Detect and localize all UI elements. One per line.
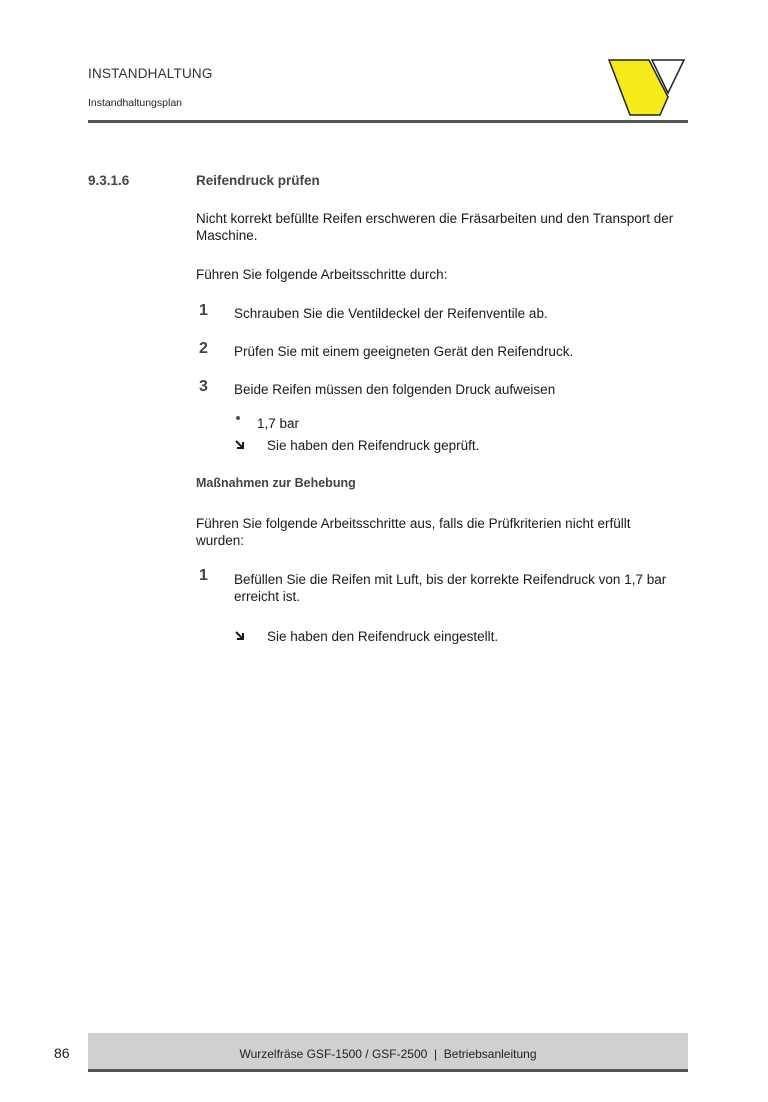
steps-lead: Führen Sie folgende Arbeitsschritte durch: bbox=[196, 267, 448, 282]
step-text: Befüllen Sie die Reifen mit Luft, bis der korrekte Reifendruck von 1,7 bar erreicht ist. bbox=[234, 572, 667, 604]
header-divider bbox=[88, 120, 688, 123]
step-number: 1 bbox=[199, 567, 208, 584]
step-number: 3 bbox=[199, 378, 208, 395]
measures-heading: Maßnahmen zur Behebung bbox=[196, 476, 356, 490]
result-text: Sie haben den Reifendruck geprüft. bbox=[267, 438, 480, 453]
company-logo bbox=[606, 57, 686, 117]
intro-paragraph: Nicht korrekt befüllte Reifen erschweren die Fräsarbeiten und den Transport der Maschine. bbox=[196, 211, 674, 243]
step-number: 1 bbox=[199, 302, 208, 319]
section-number: 9.3.1.6 bbox=[88, 173, 130, 188]
page-number: 86 bbox=[54, 1045, 70, 1061]
step-number: 2 bbox=[199, 340, 208, 357]
chapter-title: INSTANDHALTUNG bbox=[88, 66, 213, 81]
footer-title: Wurzelfräse GSF-1500 / GSF-2500 | Betriebsanleitung bbox=[239, 1047, 537, 1061]
step-text: Prüfen Sie mit einem geeigneten Gerät den Reifendruck. bbox=[234, 344, 574, 359]
result-text: Sie haben den Reifendruck eingestellt. bbox=[267, 629, 499, 644]
result-arrow-icon bbox=[235, 440, 245, 450]
bullet-dot-icon bbox=[236, 416, 240, 420]
step-text: Beide Reifen müssen den folgenden Druck aufweisen bbox=[234, 382, 556, 397]
chapter-subtitle: Instandhaltungsplan bbox=[88, 97, 182, 109]
section-title: Reifendruck prüfen bbox=[196, 173, 320, 188]
measures-lead: Führen Sie folgende Arbeitsschritte aus, falls die Prüfkriterien nicht erfüllt wurden: bbox=[196, 516, 631, 548]
pressure-value: 1,7 bar bbox=[257, 416, 300, 431]
step-text: Schrauben Sie die Ventildeckel der Reifenventile ab. bbox=[234, 306, 548, 321]
footer-divider bbox=[88, 1069, 688, 1072]
result-arrow-icon bbox=[235, 631, 245, 641]
